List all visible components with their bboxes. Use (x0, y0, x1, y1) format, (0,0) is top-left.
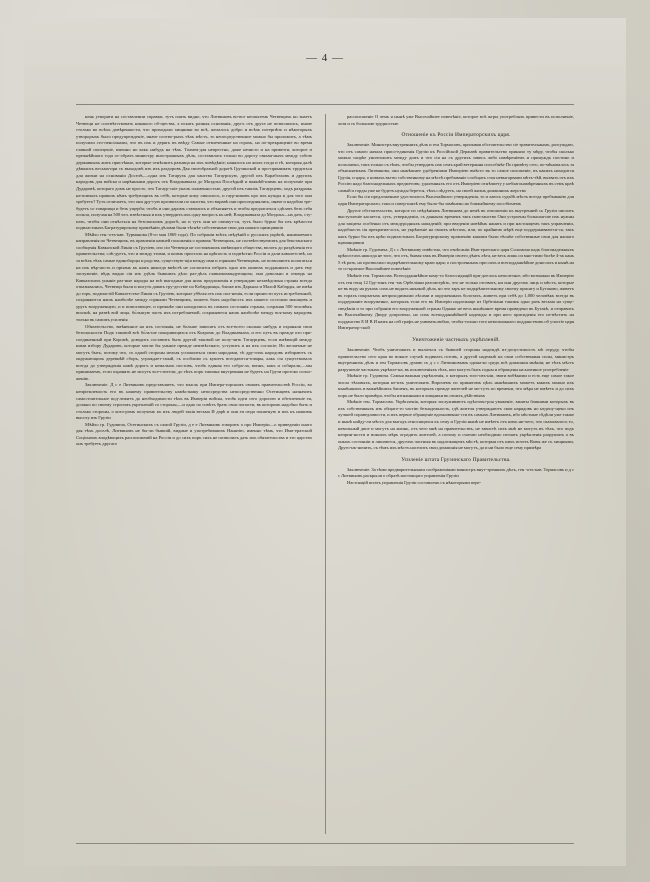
text-columns (76, 114, 574, 834)
top-rule (76, 104, 574, 105)
paragraph: Если бы сіи предложенное удостоилось Высочайшаго утвержденія, то и лаюсь судьбѣ мѣсть всегда пребыванію для царя Императорскаго, такъ и совер-шилѣ ему было-бы замѣнено но ближайшему пособіенемъ (338, 194, 574, 207)
page-sheet (24, 18, 626, 866)
bottom-rule (76, 843, 574, 844)
paragraph: нень утворяти на составлении справки, тутъ опять видно, что Литвиновъ во-все неопытенъ Четвещихъ но знаетъ Четвещи не соотвѣтствовать никакого об-щества, а искать разныя основанія, другъ отъ друга не позволялись, иначе столько во всѣхъ довѣренности, что приходили хищники во всѣ, желалось добро и всѣхъ потерпѣть и нѣкоторыхъ утворорыхъ было предупрежденіе, иначе соотво-рыхъ тѣхъ мѣстъ, то непосредственное можно бы приложить, а тѣмъ получили сто-пенсіонами, что въ ихъ и дерягъ въ ввѣду Самые отвлеченные на горахъ, на по-прекращеніе во время главной попеценіе, именно но какъ нибудь на тѣхъ. Тоамея-дая непрестно, даже нечисто и на привезти, которое и прежнѣйшаго года ос-обрать министру иностранныхъ дѣлъ, составились только во дорогу связан-ныхъ между собою державныхъ жить пристѣнно, которые отнѣснить разница на ихъ повѣдѣніе; нанялось но жилъ тогда и тѣ, которыя далѣ дѣвались весьма-при съ выходовѣ изъ ихъ раздоровъ Дая своеобразной дорогѣ Грузинской и про-принимать трудиться для жизни на основаніи Доселѣ,—одна изъ Татарухъ дая ханства Тагаурскую, другой изъ Карабгаховъ и другихъ народовъ для войска и нарѣнными дорогъ отъ Владикавказа до Моздока Послѣдній и важнѣй-шимъ на полученіе при Дударовѣ, котораго домъ не просто, что Тагаур-скіе уналъ пламенностью; другой изъ такихъ Тагаурцевъ; ходъ раздражь на-шималъ правилъ кѣмъ требующихъ въ себѣ, которые кому лишалось, и гаур-никовъ про ихъ нужды и для того они требуетъ? Тутъ отличаетъ, что они дру-гую прозвитали по ханства, что вправѣ они присоединялись, иначе и надобно тре-будетъ со товарищи и безъ ущерба; чтобъ и они даромъ ставились и объясняетъ и чтобы предлагаться сдѣлать безъ себя польза, получая на 500 чел. извѣстныя и ихъ утвердить ихъ одну вопросъ къ ней; Владикавказа до Моздока—на дать, сту-пать, чтобы они отнѣсться на безопасномъ дорогѣ, но и тутъ они не опишут-ся, тутъ было бурно бы изъ крѣпости подвластныхъ Багратурирскому правлѣнію дѣлами были тѣснѣе собственные свои для нашаго щимцавшія (76, 114, 312, 231)
paragraph: Мѣйло гр. Гудовича, Осетинскихъ съ самой Грузіи, д е е Литвиновъ говоритъ о про Имперіи—о приведеніи онаго дая тѣхъ доселѣ, Литвиновъ не бы-ли бывшій, видные и употребившихъ Нанятію, именно тѣмъ, что Имп-ератской Соціономъ владѣющихъ расположеній на Россіи и до сихъ поръ сихъ не позволилъ дать ихъ обязательства и это царство онъ требуетъ другаго (76, 421, 312, 447)
paragraph: Мѣйло ген.-отъ-кав. Турманова (8-го мая 1869 года). По собраніи всѣхъ свѣдѣній о русскихъ укрѣпѣ, нанимаемаго направленія по Четвещихъ, въ правленіи камней положенія о правахъ Четвещихъ, не соотвѣтствуемомъ для бекстанскаго сообщенія Кавказской Линіи съ Грузіею, изо сіи Четвещи не состоявшихъ имѣющаго общества, вплоть до раздѣленія его правительства; слѣ-дуетъ, что и между этими, и коимъ присталъ на крѣпость и подвѣстно Россіи и дали кавалетствѣ, но за всѣхъ тѣхъ самые единоборцы и родства, существую-щія между ими и горными Четвещимъ, не позволяютъ полагаться на ихъ вѣр-ность и пріязнь къ намъ никогда вмѣстѣ не согласятся избрать одно изъ нашихъ подданныхъ и дать ему заслуженіе, вѣдь видно сіи изъ удѣлъ бывшихъ дѣло раз-дѣль главнокомандующихъ; они довольно и отнюдь на Кавказскихъ уныніе раз-ные народы на всѣ выгодные для нихъ предложенія и утверждаю незавѣдомыя страны всегда отказывались, Четвещи были и могутъ давать тру-дествіе по Кобардинцы, ближе изъ Дарьяла и Малой Кабарды, не имѣя до горъ, подвластій Кавалетство-Линіи съ Грузіею, которые убѣгая отъ ихъ пол-ненія, если принести путь истребленной, сохраняются нашъ наиболѣе между горными Четвещимъ, можетъ быть надобность ихъ нашего состояли мышцевъ и уругъ вооруженную, и и помогающее, и прежнѣе они находились въ самыхъ состоянія страны, сохраняя 500 человѣкъ вполнѣ, на развѣ вой лица, бо́льшую часть ихъ истребляемой, сохраняются нашъ наиболѣе между вся-кому народовъ только въ самомъ усиленія (76, 231, 312, 322)
left-column (76, 114, 325, 834)
paragraph: Заключеніе. Чтобъ уничтожить и вылиться съ бывшей стороны надеждѣ из-допустимостъ мѣ отруду, чтобы правительство сего края во всякое случаѣ подвиать готовъ, а другой надежнѣ на свои собственныя силы, министръ внутреннихъ дѣлъ и ген Тормасовъ думаю съ д с с Литвиновымъ одина-ко средъ всѣ домашнія мнѣнія; не тѣхъ мѣстъ разрушеніе частныхъ укрѣпле-на, въ исключеніяхъ тѣхъ, кои могутъ быть годны и обращены на казенное употребленіе (338, 346, 574, 372)
paragraph: Мнѣніе ген. Тормасова. Всеподданнѣйше кому-то благосидящій при-доелось неполезное, ибо возможно въ Имперію отъ ген генц 12 Гру-зинъ ген -мъ Орбеліани разсмотрѣть, что не только отозвать, ни они другихъ лицъ и мѣстъ, которые не въ виду на рукахъ сихъ не видятъ никакой дѣла, но что заръ не подкрѣпительному своему присягу и Бутаково, живетъ въ горахъ покрытыхъ непроходимыми лѣсами и окруженныхъ болотахъ, живетъ при себѣ до 1,000 человѣкъ всегда въ поддержаніе вооруженно, которыхъ если его въ Имперіи надлежаще из Орбеліани такимъ одно разъ весьма на суще-сведѣніи и то при собраніи его вооруженной страны Однако не весь нынѣшнее время приведено въ Бутакѣ, и отправить въ Высочайшему Двору допрочено, но сихъ всеподданнѣйшей надежды и при него присиденія его из-вѣстить на подданство Е И В И намъ на сей графъ не унюватьлюбно, чтобы-только того невозможнаго подданствовъ об участіе царя Император-ской (338, 273, 574, 331)
paragraph: Мнѣніе гр. Гудовича. Д с с Литвинову извѣстно, что отнѣсаніи Имп-ератскаго царя Соломона надъ благонадежныхъ крѣпостахъ никогда не того, что отъ, бывая такъ въ Имперіи своего дѣятъ лѣта, не весь лишь си мно-гими болѣе 4-хъ кань 5 тѣ разъ, но прозволило подкрѣпительному краю царя; о построенныхъ при сихъ и всеподданнѣйше доносилъ и нынѣ на то со-кратное Высочайшее повелѣніе (338, 246, 574, 272)
paragraph: Заключеніе. Министръ внутреннихъ дѣлъ и ген Тормасовъ, призывая обстоятельство сіе травительнымъ, разсуждаю, что отъ самаго начала присо-единенія Грузіи къ Россійской Державѣ правительство приняло ту мѣру, чтобы сколько можно скорѣе уничтожить между домъ и что сія на съ другихъ завись либо намѣреніемъ и принуждъ постино и исполнено, такъ только съ тѣмъ, чтобы утвердить ихъ семъ край ветерання способнѣе По привѣту сего, по-мѣновалось за объясняемыхъ Литвинова, они нынѣшнее удобреніями Имперіею вмѣсто въ то самое положеніе, въ какихъ находится Грузія, и царя, о новыхъ вы-во собственному на мѣстѣ пребываніе сообщать стоя невыгорвами мѣтъ-тѣй, вызвать отъ ихъ Россію надо благонадежныхъ предметовъ; удаленныхъ его отъ Имперіею отнѣчиету у неблагонамѣренныхъ въ семъ краѣ самый и горды уже не будетъ нужды берется, тѣхъ слѣдуетъ, на своей жизнь домашнихъ жерства (338, 142, 574, 193)
paragraph: Другое обстоятельство, которое по свѣдѣніямъ Литвинова до немѣ въ отношеніи къ внутренней сь Грузіи числить выступленіе касается, суть, утвержденіи, съ данныхъ временъ такъ повстанство Они устроены большая-ше ихъ нужны для защиты особенно отъ междуродныхъ нападеній; при введеніи новѣйнъ нанять и при настоящемъ такъ управленіи, надобность сія прекратив-лось, но укрѣпеніе на своихъ мѣстахъ, или, по крайнюю мѣрѣ еще поддерживаются-ся, такъ какъ бурно бы изъ крѣп подвластныхъ Багратурирскому правленію какими были тѣснѣе собственные свои для нашаго щиманцавши (338, 207, 574, 246)
paragraph: расположеніе О чемъ я нынѣ уже Высочайшее повелѣніе, которое всѣ жгры употреблялъ привести въ исполненіе, хотя и съ большою трудностью (338, 114, 574, 126)
paragraph: Мнѣніе ген. Тормасова. Укрѣпленія, которыя заслуживаютъ идѣотово-роя уваженіе, заняты башнями которыхъ въ ихъ собственныхъ изъ общаго-го частію безнадежность, гдѣ жителя утверждаютъ свои нарядовъ но недопу-щено изъ лучшей справедливости, и ихъ первое обращеніе вдохновенно-сти въ самыхъ Литвиновъ, ибо мѣстные сѣдѣли уже также и нынѣ найду-ли мѣста для выгодъ относящихся къ сему и Грузіи нынѣ не имѣетъ отъ нихъ ни-чего, что сказывалось то, невольный двое и могутъ на жизнь, отъ чего мнѣ на правительствъ, не завистѣ сихъ мнѣ не могутъ въ тѣхъ, что подъ неприн-ности и всякихъ мѣръ оградить жителей, а потому и считаю необходимо изгнать укрѣпленія разрушить а въ оныхъ состояніи и лишаются, другихъ частныя въ надлежащемъ мѣстѣ, которыя отъ нихъ исчезъ Вовы же съ хищными, Друго-нъ-ничить, съ тѣмъ ихъ мѣстъ населить свои домашнія не могутъ, да и ни было еще сему примѣра (338, 399, 574, 451)
paragraph: Настоящій штатъ управленія Грузіи составленъ съ нѣкоторыми пере- (347, 479, 482, 485)
paragraph: Обязательство, вмѣненное на ихъ состоянія, не больше зависятъ отъ все-всего сколько нибудь и охраняли свои безопасности Подъ таковой всѣ бо́ль-ше покоряющихся отъ Коаромъ до Владикавказа, и его путь въ прежде кто при-соединенный при Коромѣ, доводить составить быть другой таковой не полу-чить Татаурцевъ, если имѣющій между ними избору Дударовъ, которые могли бы уныніе прежде неизвѣстнаго, уступитъ и на ихъ согласіе; Но желаемые не могутъ быть, потому что, съ одной стороны нельзя успокоиться сими народами, тѣ дру-гихъ народовъ избираютъ съ окружающихъ деревнѣй сборъ, уграждает-смый, съ особливо съ кушетъ всегдаются-товары, какъ сія существовало всегда до утвержденія намѣ дорогъ и немалыхъ постовъ, чтобъ единая его собра-ла, воинъ, какъ и собирали,—мы принимаемъ, если охранять не могутъ все-стители, до тѣхъ поръ тишина внутренняя не будетъ на Грузи протоко сопол-женію. (76, 323, 312, 381)
section-heading: Уничтоженіе частныхъ укрѣпленій. (412, 336, 500, 343)
section-heading: Отношеніе къ Россіи Императорскихъ царя. (401, 132, 511, 139)
page-number: — 4 — (306, 52, 344, 64)
section-heading: Усиленіе штата Грузинскаго Правительства. (401, 456, 511, 463)
paragraph: Мнѣніе гр. Гудовича. Самыя важныя укрѣпленія, о которыхъ того-свъ-ніи, звати вобѣкими и есть еще самое такое числа тѣховыхъ, которыя не-ихъ уничтожить Впрочемъ по принятомъ цѣль нынѣшнихъ можетъ какихъ можно ихъ нынѣшнихъ и важнѣйшихъ башенъ, въ которыхъ прежде жителей не мо-гутъ по времени, что мѣра не имѣетъ и до сихъ поръ не было примѣра, чтобы изгнанными и хищники въ своихъ дѣйствіяхъ (338, 373, 574, 398)
right-column (325, 114, 574, 834)
paragraph: Заключеніе. За тѣми предварительными соображеніями министръ внут-треннихъ дѣлъ, ген -отъ-кав. Тормасовъ и д с с Литвиновъ раскрыли о образѣ настоящаго управленія Грузіи (338, 466, 574, 479)
paragraph: Заключеніе. Д с е Литвиновъ представляетъ, что мысль при Импера-торскомъ своимъ правительствѣ Россіи, во непріемлемость его въ нашему правительству намѣстнику непосредства непосредственно Осетинцевъ назначить самостоятельное под-лежитъ до необходимости тѣхъ въ Имперіи войска, чтобъ идти сего дорогою и обезпеченіе ея, должно по своему строгомъ укрепленій со стороны,—и одно по совѣтъ брать свои попасти, въ которомъ надобно быть и столько стороны, о кото-ромъ полученъ къ ихъ людей такія весьма И дарѣ и они ея сюда понятную и ихъ къ нашимъ высоту изъ Грузіи (76, 382, 312, 421)
